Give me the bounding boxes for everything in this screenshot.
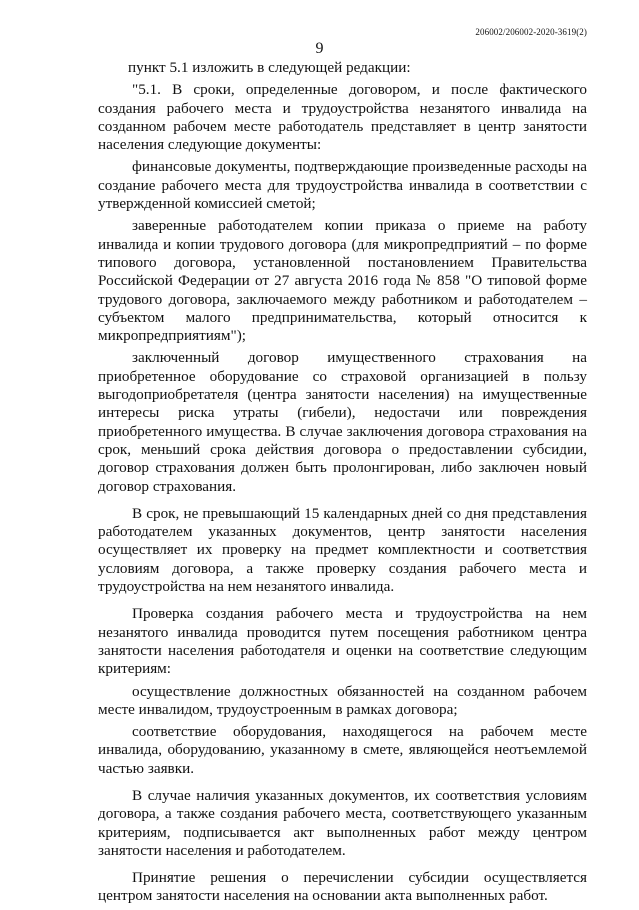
document-id: 206002/206002-2020-3619(2) (475, 27, 587, 37)
paragraph-check-period: В срок, не превышающий 15 календарных дней со дня представления работодателем указанных документов, центр занятости населения осуществляет их проверку на предмет комплектности и соответствия условиям договора, а также проверку создания рабочего места и трудоустройства на нем незанятого инвалида. (98, 504, 587, 596)
paragraph-financial-docs: финансовые документы, подтверждающие произведенные расходы на создание рабочего места для трудоустройства инвалида в соответствии с утвержденной комиссией сметой; (98, 158, 587, 213)
paragraph-check-procedure: Проверка создания рабочего места и трудоустройства на нем незанятого инвалида проводится путем посещения работником центра занятости населения работодателя и оценки на соответствие следующим критериям: (98, 605, 587, 678)
page-number: 9 (315, 40, 324, 57)
paragraph-insurance: заключенный договор имущественного страхования на приобретенное оборудование со страховой организацией в пользу выгодоприобретателя (центра занятости населения) на имущественные интересы риска утраты (гибели), недостачи или повреждения приобретенного имущества. В случае заключения договора страхования на срок, меньший срока действия договора о предоставлении субсидии, договор страхования должен быть пролонгирован, либо заключен новый договор страхования. (98, 349, 587, 495)
paragraph-act-signing: В случае наличия указанных документов, их соответствия условиям договора, а также создания рабочего места, соответствующего указанным критериям, подписывается акт выполненных работ между центром занятости населения и работодателем. (98, 786, 587, 859)
paragraph-criterion-equipment: соответствие оборудования, находящегося на рабочем месте инвалида, оборудованию, указанному в смете, являющейся неотъемлемой частью заявки. (98, 723, 587, 777)
document-body (98, 59, 587, 910)
paragraph-order-copies: заверенные работодателем копии приказа о приеме на работу инвалида и копии трудового договора (для микропредприятий – по форме типового договора, установленной постановлением Правительства Российской Федерации от 27 августа 2016 года № 858 "О типовой форме трудового договора, заключаемого между работником и работодателем – субъектом малого предпринимательства, который относится к микропредприятиям"); (98, 217, 587, 345)
paragraph-criterion-duties: осуществление должностных обязанностей на созданном рабочем месте инвалидом, трудоустроенным в рамках договора; (98, 682, 587, 718)
paragraph-intro: пункт 5.1 изложить в следующей редакции: (128, 59, 411, 76)
paragraph-5-1: "5.1. В сроки, определенные договором, и после фактического создания рабочего места и трудоустройства незанятого инвалида на созданном рабочем месте работодатель представляет в центр занятости населения следующие документы: (98, 81, 587, 154)
paragraph-subsidy-decision: Принятие решения о перечислении субсидии осуществляется центром занятости населения на основании акта выполненных работ. (98, 869, 587, 905)
